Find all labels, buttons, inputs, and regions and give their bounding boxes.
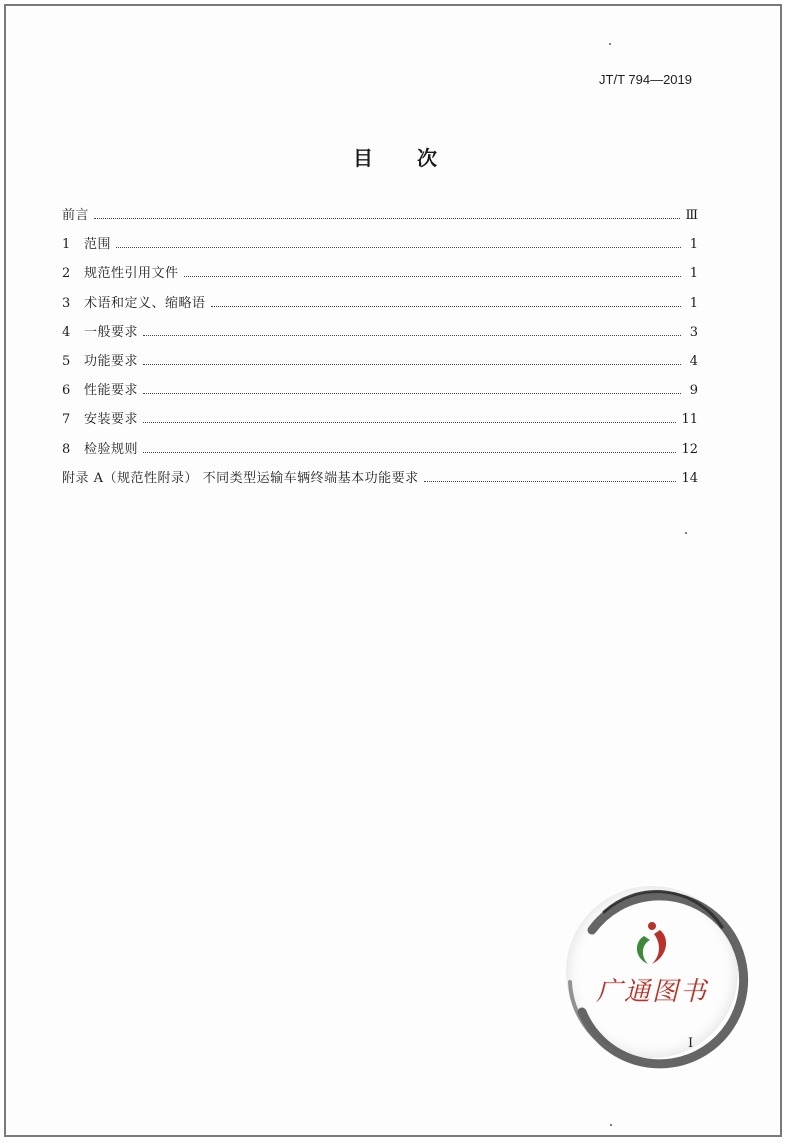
- toc-entry-label: 功能要求: [84, 353, 139, 369]
- toc-entry-label: 安装要求: [84, 412, 139, 428]
- scan-speck: [610, 1124, 612, 1126]
- toc-entry-number: 7: [62, 412, 71, 428]
- toc-entry-number: 3: [62, 295, 71, 311]
- dot-leader: [143, 335, 681, 336]
- dot-leader: [143, 452, 676, 453]
- toc-entry[interactable]: [62, 469, 698, 498]
- dot-leader: [116, 247, 681, 248]
- toc-entry-number: 2: [62, 266, 71, 282]
- toc-entry-page: 1: [689, 266, 698, 282]
- toc-entry-number: 8: [62, 441, 71, 457]
- toc-entry-number: 4: [62, 324, 71, 340]
- toc-entry-page: Ⅲ: [685, 208, 698, 223]
- toc-entry-page: 1: [689, 295, 698, 311]
- toc-entry[interactable]: [62, 381, 698, 410]
- toc-entry-page: 9: [689, 383, 698, 399]
- page-title: 目次: [353, 146, 481, 170]
- toc-entry-page: 3: [689, 324, 698, 340]
- toc-entry[interactable]: [62, 294, 698, 323]
- dot-leader: [143, 393, 681, 394]
- page-number: Ⅰ: [688, 1036, 694, 1051]
- toc-entry-page: 14: [681, 470, 698, 486]
- watermark-text: 广通图书: [595, 977, 709, 1007]
- toc-entry[interactable]: [62, 410, 698, 439]
- toc-entry-label: 检验规则: [84, 441, 139, 457]
- scan-speck: [685, 532, 687, 534]
- dot-leader: [211, 306, 681, 307]
- toc-entry-page: 11: [681, 412, 698, 428]
- toc-entry-page: 4: [689, 353, 698, 369]
- toc-entry-label: 性能要求: [84, 383, 139, 399]
- dot-leader: [94, 218, 680, 219]
- dot-leader: [143, 422, 676, 423]
- toc-entry[interactable]: [62, 235, 698, 264]
- table-of-contents: [62, 206, 698, 498]
- toc-entry[interactable]: [62, 323, 698, 352]
- toc-entry[interactable]: [62, 352, 698, 381]
- toc-entry-page: 1: [689, 237, 698, 253]
- toc-entry-label: 前言: [62, 208, 90, 223]
- publisher-watermark: [552, 872, 752, 1072]
- toc-entry-number: 1: [62, 237, 71, 253]
- toc-entry-label: 一般要求: [84, 324, 139, 340]
- dot-leader: [143, 364, 681, 365]
- dot-leader: [184, 276, 681, 277]
- toc-entry-page: 12: [681, 441, 698, 457]
- standard-number: JT/T 794—2019: [599, 72, 692, 87]
- toc-entry-number: 6: [62, 383, 71, 399]
- toc-entry-label: 术语和定义、缩略语: [84, 295, 206, 311]
- toc-entry[interactable]: [62, 206, 698, 235]
- toc-entry-label: 规范性引用文件: [84, 266, 179, 282]
- toc-entry[interactable]: [62, 264, 698, 293]
- toc-entry-number: 5: [62, 353, 71, 369]
- toc-entry-label: 范围: [84, 237, 112, 253]
- scan-speck: [609, 43, 611, 45]
- dot-leader: [424, 481, 677, 482]
- toc-entry-label: 附录 A（规范性附录） 不同类型运输车辆终端基本功能要求: [62, 470, 419, 486]
- toc-entry[interactable]: [62, 440, 698, 469]
